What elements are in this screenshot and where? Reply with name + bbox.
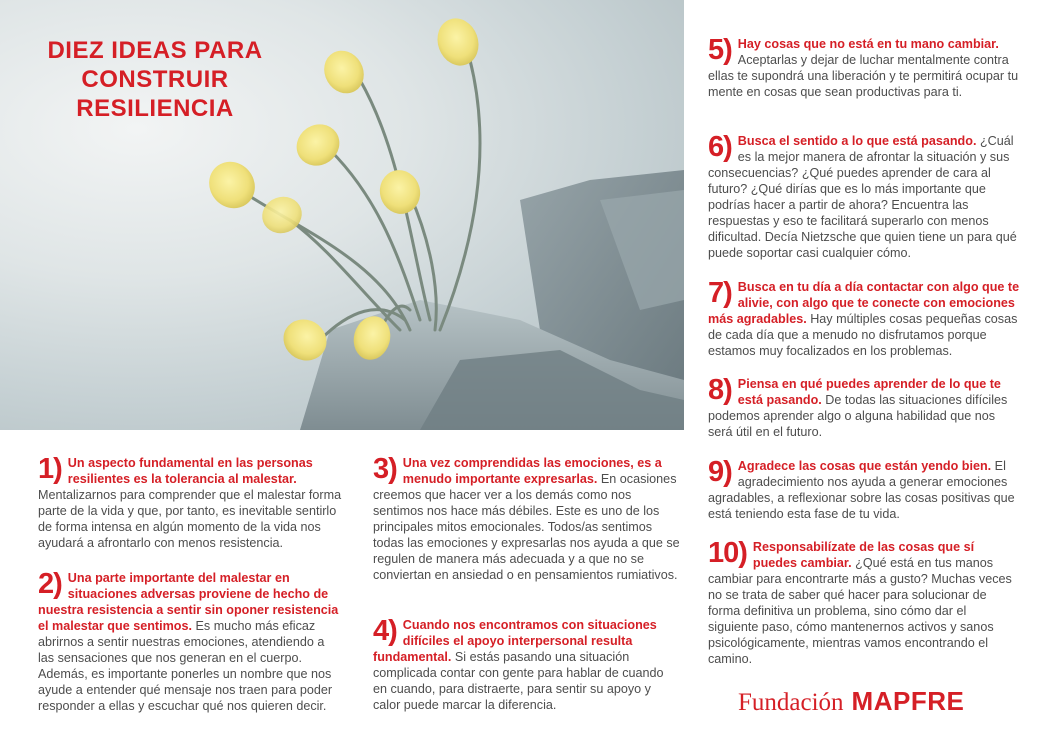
idea-heading: Busca en tu día a día contactar con algo que te alivie, con algo que te conecte con emociones más agradables. <box>708 280 1020 326</box>
idea-number: 10) <box>708 537 747 569</box>
idea-body: El agradecimiento nos ayuda a generar emociones agradables, a reflexionar sobre las cosas positivas que está teniendo esta fase de tu vida. <box>708 459 1015 521</box>
idea-body: Hay múltiples cosas pequeñas cosas de cada día que a menudo no disfrutamos porque estamos muy focalizados en los problemas. <box>708 312 1018 358</box>
logo-fundacion-text: Fundación <box>738 689 844 716</box>
idea-body: Mentalizarnos para comprender que el malestar forma parte de la vida y que, por tanto, es inevitable sentirlo de forma intensa en algún momento de la vida nos ayudará a afrontarlo con menos resistencia. <box>38 488 342 550</box>
idea-heading: Cuando nos encontramos con situaciones difíciles el apoyo interpersonal resulta fundamental. <box>373 618 657 664</box>
idea-number: 6) <box>708 131 732 163</box>
idea-number: 1) <box>38 453 62 485</box>
idea-item-1 <box>38 455 343 551</box>
idea-body: ¿Qué está en tus manos cambiar para encontrarte más a gusto? Muchas veces no se trata de saber qué hacer para solucionar de forma definitiva un problema, sino cómo dar el siguiente paso, cómo mantenernos activos y sanos psicológicamente, mientras vamos encontrando el camino. <box>708 556 1012 666</box>
page-title: DIEZ IDEAS PARA CONSTRUIR RESILIENCIA <box>47 37 263 122</box>
idea-heading: Busca el sentido a lo que está pasando. <box>737 134 977 148</box>
idea-number: 2) <box>38 568 62 600</box>
idea-item-5 <box>708 36 1020 100</box>
idea-item-3 <box>373 455 681 583</box>
idea-item-9 <box>708 458 1020 522</box>
idea-heading: Responsabilízate de las cosas que sí puedes cambiar. <box>752 540 975 570</box>
idea-body: Es mucho más eficaz abrirnos a sentir nuestras emociones, atendiendo a las sensaciones que nos generan en el cuerpo. Además, es importante ponerles un nombre que nos ayude a entender qué mensaje nos traen para poder responder a ellas y escuchar qué nos quieren decir. <box>38 619 333 713</box>
idea-number: 5) <box>708 34 732 66</box>
idea-body: Aceptarlas y dejar de luchar mentalmente contra ellas te supondrá una liberación y te permitirá ocupar tu mente en cosas que sean productivas para ti. <box>708 53 1019 99</box>
hero-photo-flowers <box>0 0 684 430</box>
idea-number: 7) <box>708 277 732 309</box>
idea-item-2 <box>38 570 343 714</box>
idea-body: De todas las situaciones difíciles podemos aprender algo o alguna habilidad que nos será útil en el futuro. <box>708 393 1008 439</box>
idea-number: 4) <box>373 615 397 647</box>
logo-mapfre-text: MAPFRE <box>851 686 965 716</box>
idea-item-4 <box>373 617 681 713</box>
idea-item-7 <box>708 279 1020 359</box>
idea-heading: Agradece las cosas que están yendo bien. <box>737 459 992 473</box>
fundacion-mapfre-logo <box>738 686 964 718</box>
idea-heading: Piensa en qué puedes aprender de lo que te está pasando. <box>737 377 1001 407</box>
idea-body: En ocasiones creemos que hacer ver a los demás como nos sentimos nos hace más débiles. Este es uno de los principales mitos emocionales. Todos/as sentimos todas las emociones y expresarlas nos ayuda a que se regulen de manera más adecuada y a que no se conviertan en ansiedad o en pensamientos rumiativos. <box>373 472 680 582</box>
idea-body: ¿Cuál es la mejor manera de afrontar la situación y sus consecuencias? ¿Qué puedes aprender de cara al futuro? ¿Qué dirías que es lo más importante que podrías hacer a partir de ahora? Encuentra las respuestas y eso te facilitará superarlo con menos dificultad. Decía Nietzsche que quien tiene un para qué puede soportar casi cualquier cómo. <box>708 134 1017 260</box>
idea-body: Si estás pasando una situación complicada contar con gente para hablar de cuando en cuando, para distraerte, para sentir su apoyo y calor puede marcar la diferencia. <box>373 650 664 712</box>
idea-item-10 <box>708 539 1020 667</box>
idea-heading: Una parte importante del malestar en situaciones adversas proviene de hecho de nuestra resistencia a sentir sin oponer resistencia el malestar que sentimos. <box>38 571 339 633</box>
idea-number: 3) <box>373 453 397 485</box>
idea-number: 9) <box>708 456 732 488</box>
idea-heading: Un aspecto fundamental en las personas resilientes es la tolerancia al malestar. <box>67 456 313 486</box>
idea-item-6 <box>708 133 1020 261</box>
idea-heading: Hay cosas que no está en tu mano cambiar. <box>737 37 999 51</box>
idea-number: 8) <box>708 374 732 406</box>
idea-item-8 <box>708 376 1020 440</box>
idea-heading: Una vez comprendidas las emociones, es a menudo importante expresarlas. <box>402 456 662 486</box>
